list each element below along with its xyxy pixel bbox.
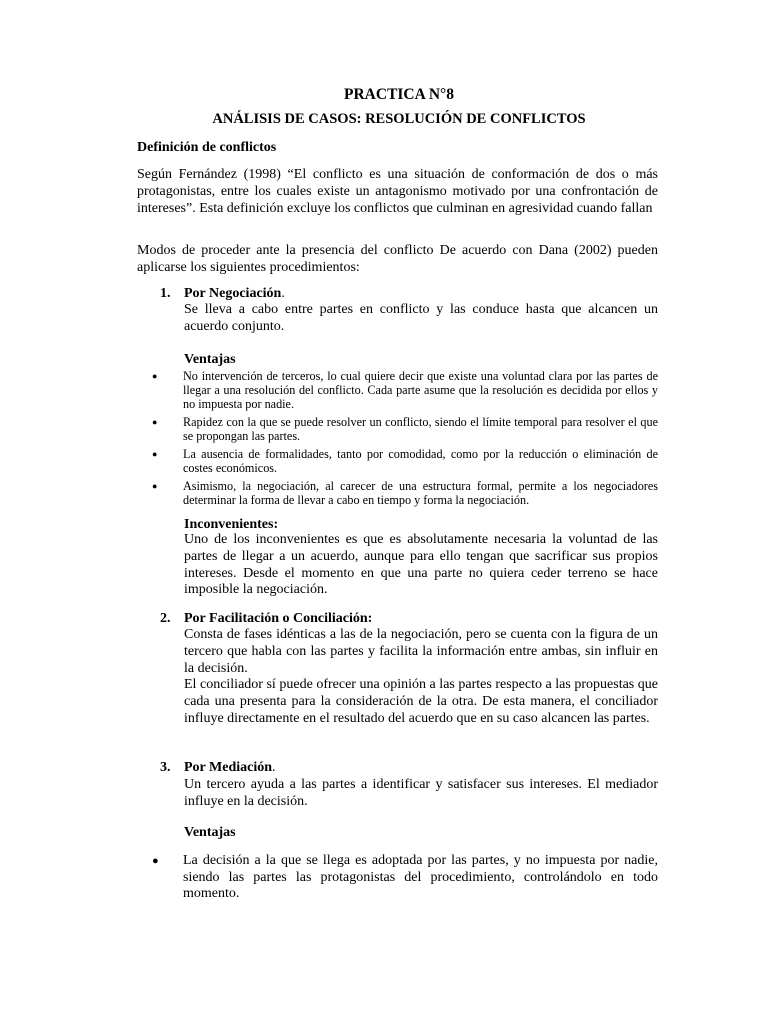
section-3-ventajas-label: Ventajas — [184, 825, 236, 840]
section-3-ventajas-list — [152, 853, 658, 903]
bullet-icon: ● — [152, 449, 158, 459]
section-2-heading: Por Facilitación o Conciliación: — [184, 611, 373, 626]
section-3-heading-suffix: . — [272, 760, 276, 775]
section-3-heading — [184, 760, 276, 776]
modos-paragraph: Modos de proceder ante la presencia del conflicto De acuerdo con Dana (2002) pueden aplicarse los siguientes procedimientos: — [137, 243, 658, 275]
section-1-ventajas-list — [152, 369, 658, 511]
definicion-paragraph: Según Fernández (1998) “El conflicto es una situación de conformación de dos o más protagonistas, entre los cuales existe un antagonismo motivado por una confrontación de intereses”. Esta definición excluye los conflictos que culminan en agresividad cuando fallan — [137, 167, 658, 216]
list-item: ● La decisión a la que se llega es adoptada por las partes, y no impuesta por nadie, siendo las partes las protagonistas del procedimiento, controlándolo en todo momento. — [152, 853, 658, 902]
section-2-text-1: Consta de fases idénticas a las de la negociación, pero se cuenta con la figura de un tercero que habla con las partes y facilita la información entre ambas, sin influir en la decisión. — [184, 627, 658, 676]
section-1-inconvenientes-text: Uno de los inconvenientes es que es absolutamente necesaria la voluntad de las partes de llegar a un acuerdo, aunque para ello tengan que sacrificar sus propios intereses. Desde el momento en que una parte no quiera ceder terreno se hace imposible la negociación. — [184, 532, 658, 598]
section-2-number: 2. — [160, 611, 171, 626]
section-1-text: Se lleva a cabo entre partes en conflicto y las conduce hasta que alcancen un acuerdo conjunto. — [184, 302, 658, 334]
section-1-number: 1. — [160, 286, 171, 301]
section-1-ventajas-label: Ventajas — [184, 352, 236, 367]
section-1-heading-suffix: . — [281, 286, 285, 301]
section-3-heading-text: Por Mediación — [184, 760, 273, 775]
section-1-heading — [184, 286, 285, 302]
list-item: ● Rapidez con la que se puede resolver un conflicto, siendo el límite temporal para resolver el que se propongan las partes. — [152, 415, 658, 443]
section-2-text-2: El conciliador sí puede ofrecer una opinión a las partes respecto a las propuestas que cada una presenta para la consideración de la otra. De esta manera, el conciliador influye directamente en el resultado del acuerdo que en su caso alcancen las partes. — [184, 677, 658, 726]
bullet-icon: ● — [152, 855, 159, 867]
section-1-heading-text: Por Negociación — [184, 286, 282, 301]
page-subtitle: ANÁLISIS DE CASOS: RESOLUCIÓN DE CONFLICTOS — [212, 111, 586, 127]
page-title: PRACTICA N°8 — [344, 86, 454, 103]
list-item: ● No intervención de terceros, lo cual quiere decir que existe una voluntad clara por las partes de llegar a una resolución del conflicto. Cada parte asume que la resolución es decidida por ellos y no impuesta por nadie. — [152, 369, 658, 411]
section-3-number: 3. — [160, 760, 171, 775]
definicion-heading: Definición de conflictos — [137, 140, 277, 155]
list-item: ● Asimismo, la negociación, al carecer de una estructura formal, permite a los negociadores determinar la forma de llevar a cabo en tiempo y forma la negociación. — [152, 479, 658, 507]
section-3-text: Un tercero ayuda a las partes a identificar y satisfacer sus intereses. El mediador influye en la decisión. — [184, 777, 658, 809]
section-1-inconvenientes-label: Inconvenientes: — [184, 517, 279, 532]
bullet-icon: ● — [152, 417, 158, 427]
bullet-icon: ● — [152, 371, 158, 381]
list-item: ● La ausencia de formalidades, tanto por comodidad, como por la reducción o eliminación de costes económicos. — [152, 447, 658, 475]
bullet-icon: ● — [152, 481, 158, 491]
